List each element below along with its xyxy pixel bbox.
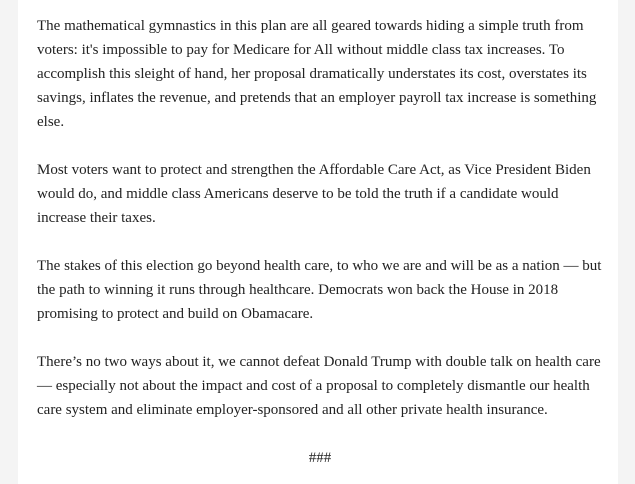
paragraph: The mathematical gymnastics in this plan are all geared towards hiding a simple truth from voters: it's impossible to pay for Medicare for All without middle class tax increases. To accomplish this sleight of hand, her proposal dramatically understates its cost, overstates its savings, inflates the revenue, and pretends that an employer payroll tax increase is something else. bbox=[37, 18, 597, 130]
end-separator: ### bbox=[308, 450, 332, 466]
document-page bbox=[18, 0, 618, 484]
article-body bbox=[37, 14, 603, 470]
paragraph: The stakes of this election go beyond health care, to who we are and will be as a nation — but the path to winning it runs through healthcare. Democrats won back the House in 2018 promising to protect and build on Obamacare. bbox=[37, 258, 602, 322]
paragraph: Most voters want to protect and strengthen the Affordable Care Act, as Vice President Biden would do, and middle class Americans deserve to be told the truth if a candidate would increase their taxes. bbox=[37, 162, 591, 226]
paragraph: There’s no two ways about it, we cannot defeat Donald Trump with double talk on health care — especially not about the impact and cost of a proposal to completely dismantle our health care system and eliminate employer-sponsored and all other private health insurance. bbox=[37, 354, 601, 418]
